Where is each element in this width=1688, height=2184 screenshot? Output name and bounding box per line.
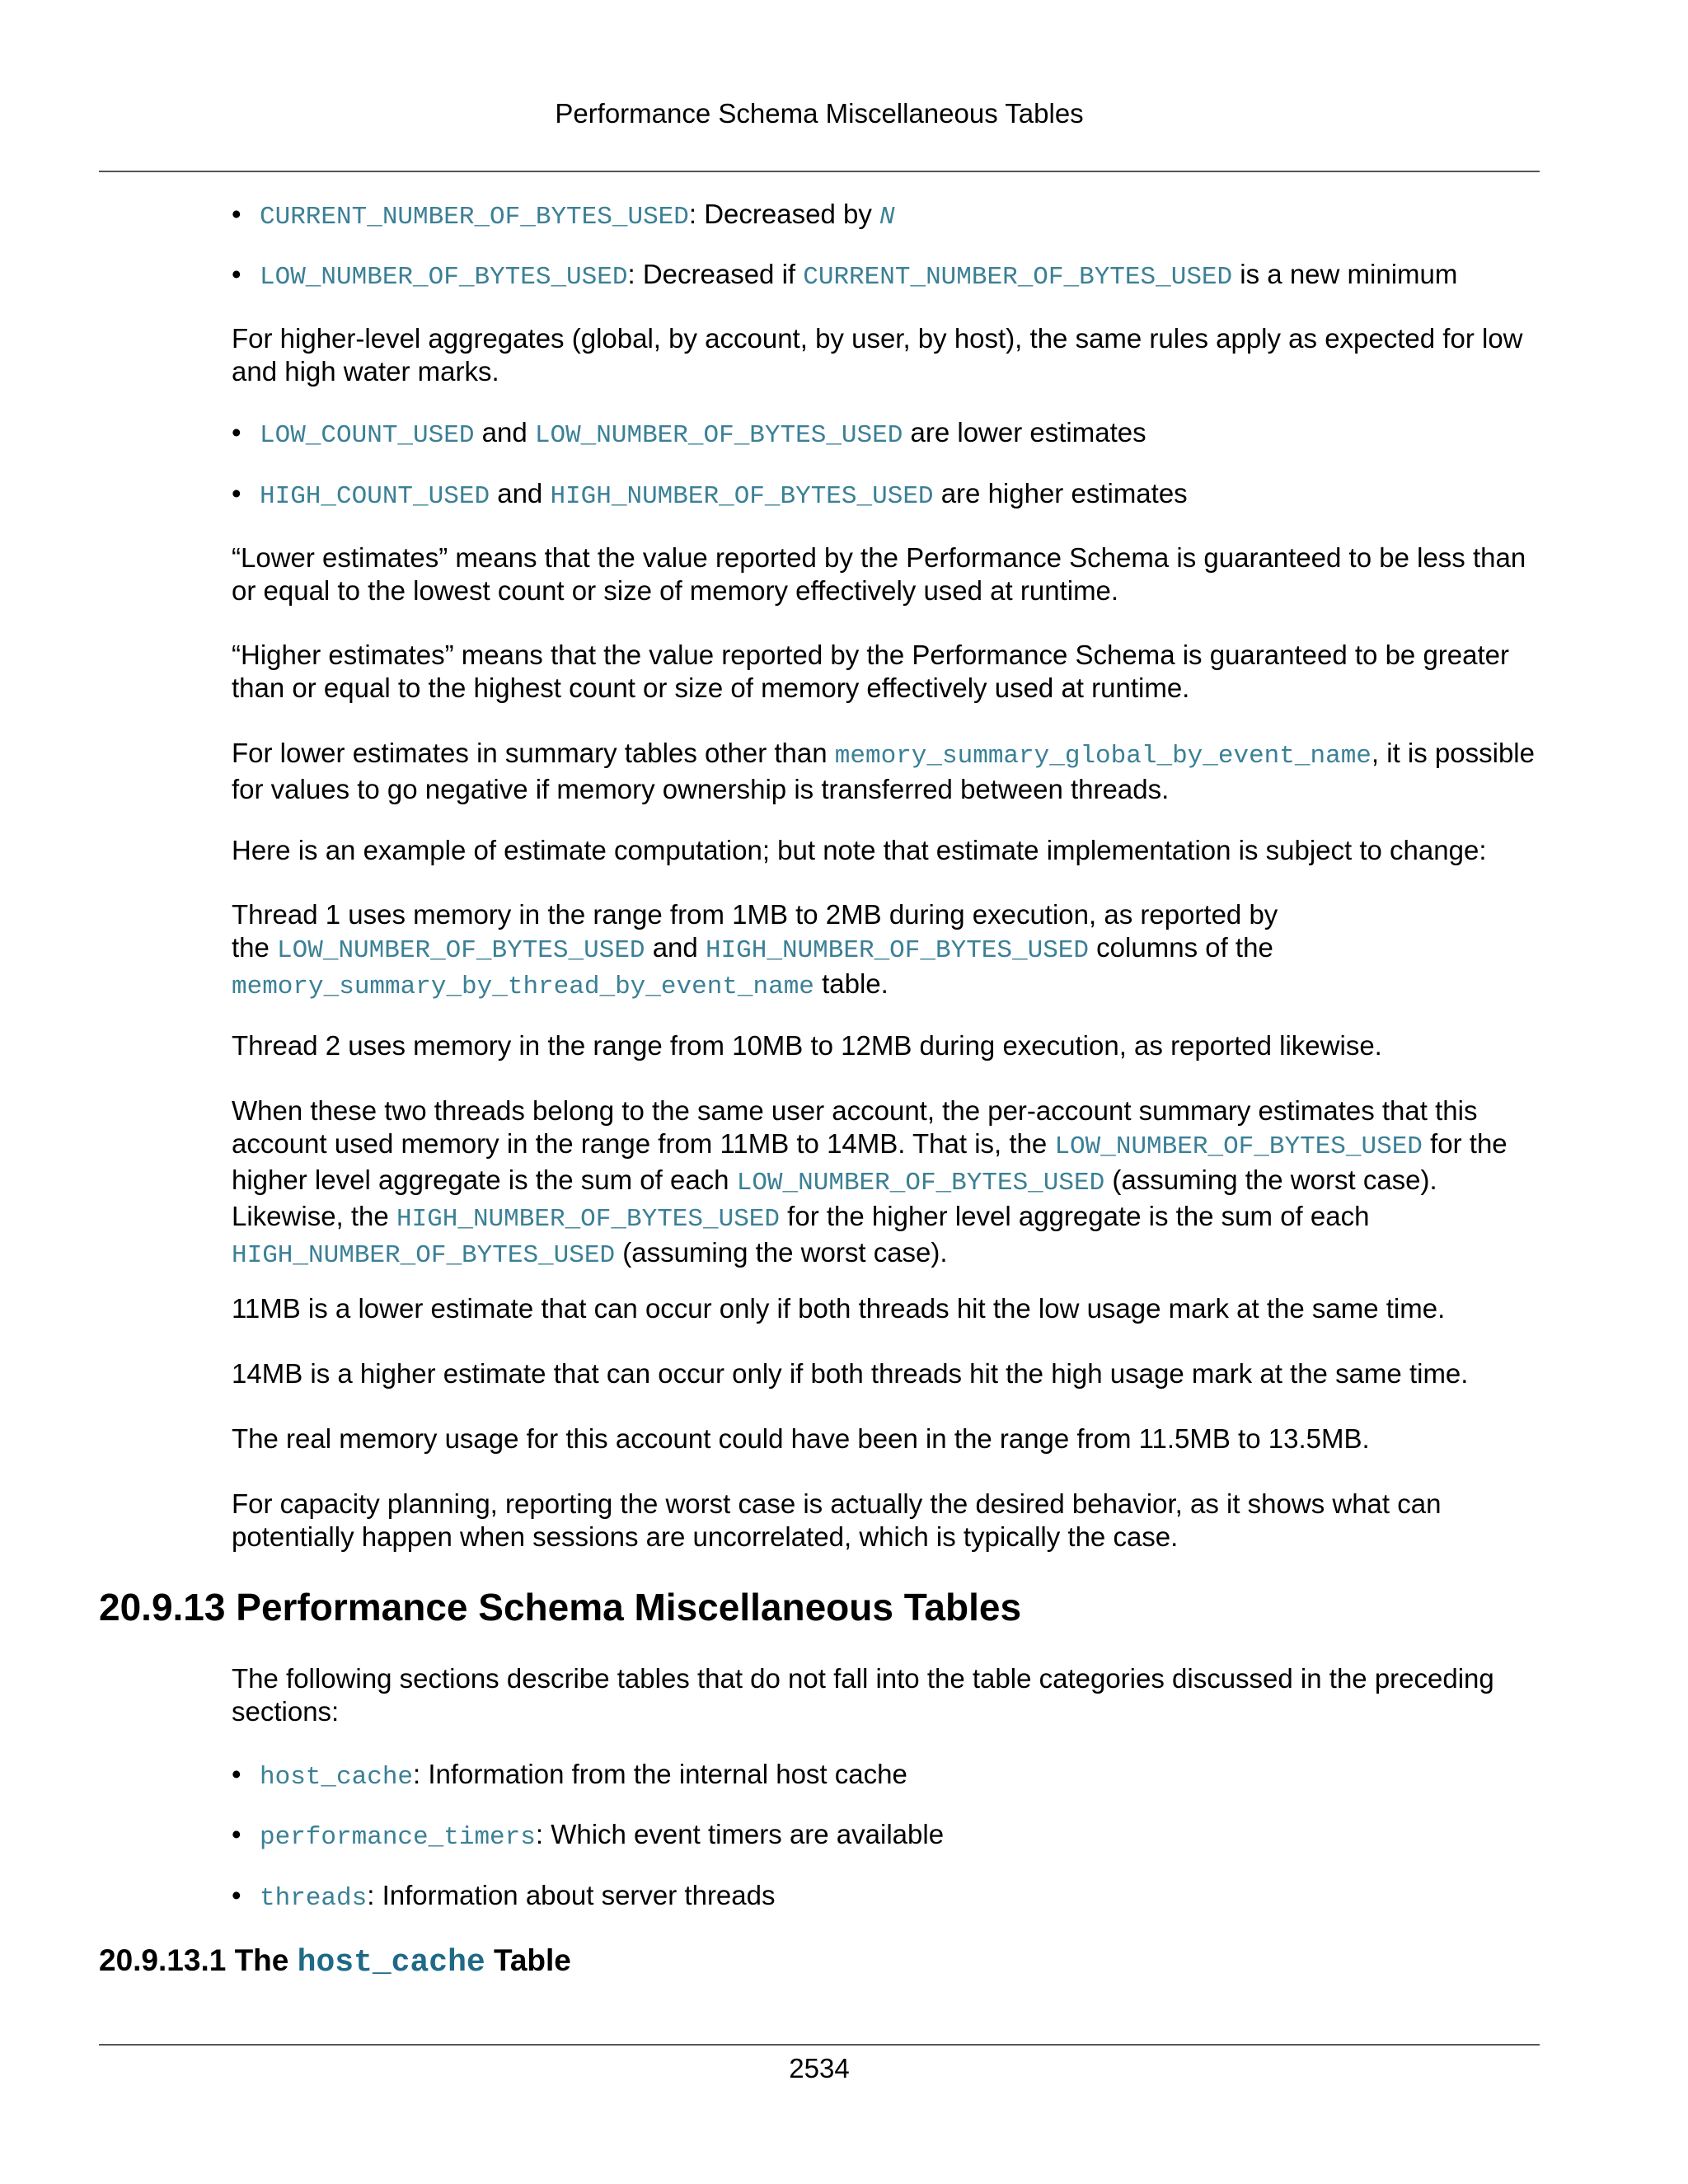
list-item: • LOW_NUMBER_OF_BYTES_USED: Decreased if CURRENT_NUMBER_OF_BYTES_USED is a new minimum xyxy=(232,258,1570,294)
code-term: HIGH_NUMBER_OF_BYTES_USED xyxy=(232,1241,616,1270)
list-item: • performance_timers: Which event timers are available xyxy=(232,1818,1570,1854)
page-number: 2534 xyxy=(789,2053,850,2083)
list-item: • CURRENT_NUMBER_OF_BYTES_USED: Decreased by N xyxy=(232,198,1570,234)
code-term: LOW_NUMBER_OF_BYTES_USED xyxy=(736,1169,1105,1197)
code-term: LOW_NUMBER_OF_BYTES_USED xyxy=(277,936,645,965)
code-term: host_cache xyxy=(297,1945,485,1980)
paragraph: “Lower estimates” means that the value reported by the Performance Schema is guaranteed to be less than or equal to the lowest count or size of memory effectively used at runtime. xyxy=(232,542,1526,606)
code-term: LOW_COUNT_USED xyxy=(260,421,475,450)
section-intro: The following sections describe tables that do not fall into the table categories discussed in the preceding sections: xyxy=(232,1663,1494,1727)
paragraph: Thread 1 uses memory in the range from 1MB to 2MB during execution, as reported by the LOW_NUMBER_OF_BYTES_USED and HIGH_NUMBER_OF_BYTES_USED columns of the memory_summary_by_thread_by_event_name table. xyxy=(232,899,1278,1001)
list-item: • LOW_COUNT_USED and LOW_NUMBER_OF_BYTES_USED are lower estimates xyxy=(232,416,1570,452)
paragraph: 14MB is a higher estimate that can occur only if both threads hit the high usage mark at the same time. xyxy=(232,1358,1469,1389)
list-item: • threads: Information about server threads xyxy=(232,1879,1570,1915)
code-term: HIGH_NUMBER_OF_BYTES_USED xyxy=(705,936,1090,965)
paragraph: Here is an example of estimate computation; but note that estimate implementation is subject to change: xyxy=(232,835,1487,865)
list-item: • HIGH_COUNT_USED and HIGH_NUMBER_OF_BYTES_USED are higher estimates xyxy=(232,477,1570,513)
subsection-heading: 20.9.13.1 The host_cache Table xyxy=(99,1943,571,1980)
code-term: LOW_NUMBER_OF_BYTES_USED xyxy=(534,421,903,450)
list-item: • host_cache: Information from the internal host cache xyxy=(232,1758,1570,1794)
paragraph: The real memory usage for this account could have been in the range from 11.5MB to 13.5MB. xyxy=(232,1423,1370,1454)
code-term: HIGH_COUNT_USED xyxy=(260,482,490,511)
section-heading: 20.9.13 Performance Schema Miscellaneous Tables xyxy=(99,1586,1022,1629)
paragraph: When these two threads belong to the same user account, the per-account summary estimates that this account used memory in the range from 11MB to 14MB. That is, the LOW_NUMBER_OF_BYTES_USED for the higher level aggregate is the sum of each LOW_NUMBER_OF_BYTES_USED (assuming the worst case). Likewise, the HIGH_NUMBER_OF_BYTES_USED for the higher level aggregate is the sum of each HIGH_NUMBER_OF_BYTES_USED (assuming the worst case). xyxy=(232,1095,1507,1270)
code-term: LOW_NUMBER_OF_BYTES_USED xyxy=(260,263,628,292)
code-term: performance_timers xyxy=(260,1823,536,1852)
paragraph: For lower estimates in summary tables other than memory_summary_global_by_event_name, it is possible for values to go negative if memory ownership is transferred between threads. xyxy=(232,738,1535,804)
code-term: HIGH_NUMBER_OF_BYTES_USED xyxy=(396,1205,781,1234)
paragraph: Thread 2 uses memory in the range from 10MB to 12MB during execution, as reported likewise. xyxy=(232,1030,1382,1061)
footer-divider xyxy=(99,2044,1540,2046)
code-term: memory_summary_by_thread_by_event_name xyxy=(232,972,814,1001)
variable: N xyxy=(879,203,895,232)
code-term: LOW_NUMBER_OF_BYTES_USED xyxy=(1054,1132,1423,1161)
paragraph: For capacity planning, reporting the worst case is actually the desired behavior, as it shows what can potentially happen when sessions are uncorrelated, which is typically the case. xyxy=(232,1488,1442,1552)
code-term: memory_summary_global_by_event_name xyxy=(834,742,1372,771)
code-term: HIGH_NUMBER_OF_BYTES_USED xyxy=(550,482,934,511)
header-divider xyxy=(99,171,1540,172)
paragraph: For higher-level aggregates (global, by account, by user, by host), the same rules apply as expected for low and high water marks. xyxy=(232,323,1523,387)
paragraph: 11MB is a lower estimate that can occur only if both threads hit the low usage mark at the same time. xyxy=(232,1293,1446,1324)
code-term: CURRENT_NUMBER_OF_BYTES_USED xyxy=(260,203,689,232)
code-term: CURRENT_NUMBER_OF_BYTES_USED xyxy=(803,263,1233,292)
page-header-title: Performance Schema Miscellaneous Tables xyxy=(555,98,1084,129)
code-term: host_cache xyxy=(260,1763,414,1792)
paragraph: “Higher estimates” means that the value reported by the Performance Schema is guaranteed to be greater than or equal to the highest count or size of memory effectively used at runtime. xyxy=(232,640,1510,703)
code-term: threads xyxy=(260,1884,368,1913)
